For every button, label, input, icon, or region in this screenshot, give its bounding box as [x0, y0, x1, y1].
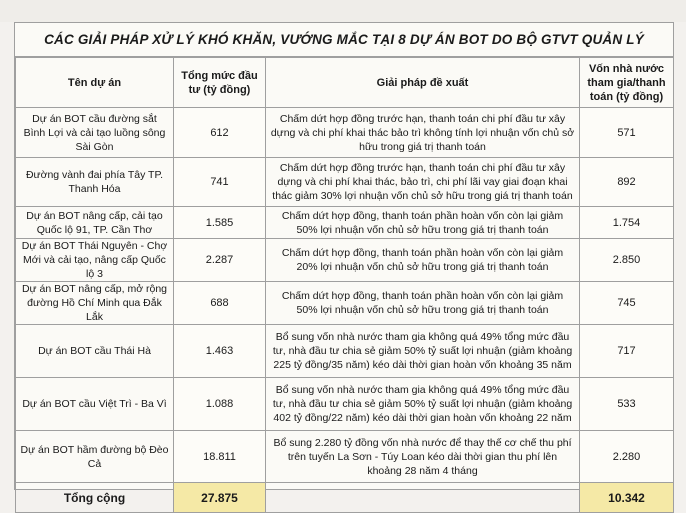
header-row	[16, 58, 674, 108]
state-capital-value: 2.850	[580, 239, 674, 282]
table-row	[16, 378, 674, 431]
investment-value: 1.463	[174, 325, 266, 378]
total-investment: 27.875	[174, 483, 266, 513]
solution-text: Bổ sung 2.280 tỷ đồng vốn nhà nước để thay thế cơ chế thu phí trên tuyến La Sơn - Túy Loan kéo dài thời gian thu phí lên khoảng 28 năm 4 tháng	[266, 431, 580, 483]
total-state-capital: 10.342	[580, 483, 674, 513]
project-name: Dự án BOT nâng cấp, cải tạo Quốc lộ 91, TP. Cần Thơ	[16, 207, 174, 239]
state-capital-value: 571	[580, 108, 674, 158]
table-row	[16, 239, 674, 282]
header-state-capital: Vốn nhà nước tham gia/thanh toán (tỷ đồng)	[580, 58, 674, 108]
solution-text: Bổ sung vốn nhà nước tham gia không quá 49% tổng mức đầu tư, nhà đầu tư chia sẻ giảm 50% tỷ suất lợi nhuận (giảm khoảng 402 tỷ đồng/22 năm) kéo dài thời gian hoàn vốn khoảng 22 năm	[266, 378, 580, 431]
investment-value: 2.287	[174, 239, 266, 282]
solution-text: Chấm dứt hợp đồng trước hạn, thanh toán chi phí đầu tư xây dựng và chi phí khai thác bảo trì không tính lợi nhuận vốn chủ sở hữu trong giá trị thanh toán	[266, 108, 580, 158]
project-name: Dự án BOT Thái Nguyên - Chợ Mới và cải tạo, nâng cấp Quốc lộ 3	[16, 239, 174, 282]
investment-value: 1.088	[174, 378, 266, 431]
solution-text: Bổ sung vốn nhà nước tham gia không quá 49% tổng mức đầu tư, nhà đầu tư chia sẻ giảm 50% tỷ suất lợi nhuận (giảm khoảng 225 tỷ đồng/35 năm) kéo dài thời gian hoàn vốn khoảng 35 năm	[266, 325, 580, 378]
total-label: Tổng cộng	[16, 483, 174, 513]
project-name: Đường vành đai phía Tây TP. Thanh Hóa	[16, 158, 174, 207]
table-title: CÁC GIẢI PHÁP XỬ LÝ KHÓ KHĂN, VƯỚNG MẮC TẠI 8 DỰ ÁN BOT DO BỘ GTVT QUẢN LÝ	[15, 23, 673, 57]
table-frame	[14, 22, 674, 505]
investment-value: 688	[174, 282, 266, 325]
investment-value: 741	[174, 158, 266, 207]
top-strip	[0, 0, 686, 22]
project-name: Dự án BOT cầu Thái Hà	[16, 325, 174, 378]
project-name: Dự án BOT cầu đường sắt Bình Lợi và cải tạo luồng sông Sài Gòn	[16, 108, 174, 158]
bot-projects-table	[15, 57, 674, 513]
header-solution: Giải pháp đề xuất	[266, 58, 580, 108]
state-capital-value: 717	[580, 325, 674, 378]
project-name: Dự án BOT cầu Việt Trì - Ba Vì	[16, 378, 174, 431]
table-row	[16, 158, 674, 207]
table-row	[16, 207, 674, 239]
state-capital-value: 2.280	[580, 431, 674, 483]
state-capital-value: 533	[580, 378, 674, 431]
header-investment: Tổng mức đầu tư (tỷ đồng)	[174, 58, 266, 108]
solution-text: Chấm dứt hợp đồng, thanh toán phần hoàn vốn còn lại giảm 50% lợi nhuận vốn chủ sở hữu trong giá trị thanh toán	[266, 282, 580, 325]
total-row	[16, 483, 674, 513]
table-row	[16, 108, 674, 158]
state-capital-value: 892	[580, 158, 674, 207]
table-row	[16, 431, 674, 483]
state-capital-value: 1.754	[580, 207, 674, 239]
header-project: Tên dự án	[16, 58, 174, 108]
project-name: Dự án BOT hầm đường bộ Đèo Cả	[16, 431, 174, 483]
state-capital-value: 745	[580, 282, 674, 325]
table-row	[16, 325, 674, 378]
project-name: Dự án BOT nâng cấp, mở rộng đường Hồ Chí Minh qua Đắk Lắk	[16, 282, 174, 325]
solution-text: Chấm dứt hợp đồng, thanh toán phần hoàn vốn còn lại giảm 50% lợi nhuận vốn chủ sở hữu trong giá trị thanh toán	[266, 207, 580, 239]
investment-value: 1.585	[174, 207, 266, 239]
total-solution-empty	[266, 483, 580, 513]
solution-text: Chấm dứt hợp đồng, thanh toán phần hoàn vốn còn lại giảm 20% lợi nhuận vốn chủ sở hữu trong giá trị thanh toán	[266, 239, 580, 282]
investment-value: 18.811	[174, 431, 266, 483]
investment-value: 612	[174, 108, 266, 158]
solution-text: Chấm dứt hợp đồng trước hạn, thanh toán chi phí đầu tư xây dựng và chi phí khai thác, bảo trì, chi phí lãi vay giai đoạn khai thác giảm 30% lợi nhuận vốn chủ sở hữu trong giá trị thanh toán	[266, 158, 580, 207]
table-row	[16, 282, 674, 325]
